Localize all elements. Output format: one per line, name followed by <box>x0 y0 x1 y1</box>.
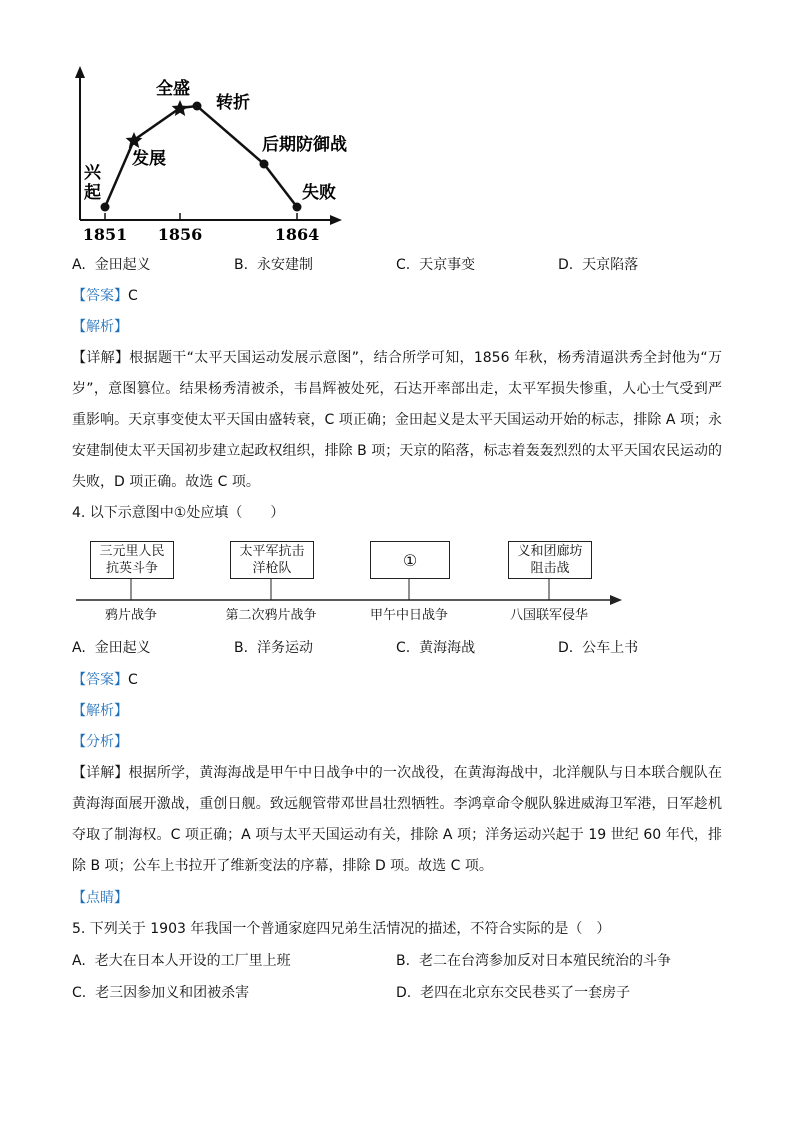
q4-timeline <box>70 538 630 628</box>
box-line: 洋枪队 <box>252 561 292 576</box>
option-text: 天京事变 <box>419 257 476 273</box>
option-letter: D. <box>558 257 574 273</box>
q4-title: 4. 以下示意图中①处应填（ ） <box>72 505 285 521</box>
option-letter: B. <box>234 640 249 656</box>
q4-detail <box>72 758 722 882</box>
q4-option-b <box>234 638 313 658</box>
option-letter: C. <box>72 985 87 1001</box>
option-letter: D. <box>558 640 574 656</box>
option-text: 黄海海战 <box>419 640 476 656</box>
q4-answer <box>72 670 138 690</box>
label-late-defense: 后期防御战 <box>262 135 347 155</box>
option-text: 洋务运动 <box>256 640 313 656</box>
detail-text: 根据题干“太平天国运动发展示意图”，结合所学可知，1856 年秋，杨秀清逼洪秀全封他为“万岁”，意图篡位。结果杨秀清被杀，韦昌辉被处死，石达开率部出走，太平军损失惨重，人心士气受到严重影响。天京事变使太平天国由盛转衰，C 项正确；金田起义是太平天国运动开始的标志，排除 A 项；永安建制使太平天国初步建立起政权组织，排除 B 项；天京的陷落，标志着轰轰烈烈的太平天国农民运动的失败，D 项正确。故选 C 项。 <box>72 350 723 490</box>
answer-value: C <box>128 672 138 688</box>
q4-option-d <box>558 638 638 658</box>
y-axis-arrow <box>75 66 85 78</box>
q5-option-c <box>72 983 249 1003</box>
option-letter: A. <box>72 640 86 656</box>
option-text: 永安建制 <box>256 257 313 273</box>
q4-fenxi-tag: 【分析】 <box>72 734 128 750</box>
box-line: 抗英斗争 <box>105 561 158 576</box>
option-letter: D. <box>396 985 412 1001</box>
option-text: 老大在日本人开设的工厂里上班 <box>94 953 291 969</box>
q3-option-b <box>234 255 313 275</box>
box-line: 阻击战 <box>530 561 570 576</box>
label-rise-1: 兴 <box>84 163 101 183</box>
q3-answer <box>72 286 138 306</box>
box-line: 义和团廊坊 <box>517 544 583 559</box>
q5-title: 5. 下列关于 1903 年我国一个普通家庭四兄弟生活情况的描述，不符合实际的是（ ） <box>72 921 611 937</box>
label-turn: 转折 <box>216 93 250 113</box>
blank-marker: ① <box>402 550 418 570</box>
option-text: 天京陷落 <box>582 257 639 273</box>
option-text: 金田起义 <box>94 257 151 273</box>
option-letter: B. <box>396 953 411 969</box>
point-rise <box>101 203 110 212</box>
timeline-label-1: 鸦片战争 <box>104 608 158 623</box>
q3-option-d <box>558 255 638 275</box>
option-letter: C. <box>396 257 411 273</box>
label-develop: 发展 <box>132 149 166 169</box>
box-line: 太平军抗击 <box>239 544 305 559</box>
answer-value: C <box>128 288 138 304</box>
q5-option-a <box>72 951 291 971</box>
detail-tag: 【详解】 <box>72 765 129 781</box>
q5-option-d <box>396 983 630 1003</box>
option-text: 公车上书 <box>582 640 639 656</box>
q3-option-a <box>72 255 151 275</box>
answer-tag: 【答案】 <box>72 672 128 688</box>
option-text: 金田起义 <box>94 640 151 656</box>
q5-option-b <box>396 951 671 971</box>
point-late-defense <box>260 160 269 169</box>
option-text: 老三因参加义和团被杀害 <box>95 985 250 1001</box>
timeline-label-2: 第二次鸦片战争 <box>225 608 317 623</box>
q4-dianjing-tag: 【点睛】 <box>72 890 128 906</box>
option-letter: C. <box>396 640 411 656</box>
timeline-label-3: 甲午中日战争 <box>369 608 449 623</box>
q3-detail <box>72 343 722 498</box>
option-text: 老四在北京东交民巷买了一套房子 <box>420 985 631 1001</box>
label-peak: 全盛 <box>156 79 190 99</box>
option-letter: B. <box>234 257 249 273</box>
label-fail: 失败 <box>302 183 336 203</box>
label-rise-2: 起 <box>84 183 101 203</box>
timeline-label-4: 八国联军侵华 <box>509 608 589 623</box>
option-letter: A. <box>72 953 86 969</box>
x-axis-arrow <box>330 215 342 225</box>
option-letter: A. <box>72 257 86 273</box>
option-text: 老二在台湾参加反对日本殖民统治的斗争 <box>418 953 671 969</box>
point-fail <box>293 203 302 212</box>
tick-label-1856: 1856 <box>157 225 203 244</box>
q4-analysis-tag: 【解析】 <box>72 703 128 719</box>
tick-label-1864: 1864 <box>274 225 320 244</box>
q4-option-c <box>396 638 475 658</box>
tick-label-1851: 1851 <box>82 225 128 244</box>
q3-option-c <box>396 255 475 275</box>
answer-tag: 【答案】 <box>72 288 128 304</box>
taiping-development-chart <box>60 60 360 250</box>
q3-analysis-tag: 【解析】 <box>72 319 128 335</box>
box-line: 三元里人民 <box>99 544 165 559</box>
detail-text: 根据所学，黄海海战是甲午中日战争中的一次战役，在黄海海战中，北洋舰队与日本联合舰队在黄海海面展开激战，重创日舰。致远舰管带邓世昌壮烈牺牲。李鸿章命令舰队躲进威海卫军港，日军趁机夺取了制海权。C 项正确；A 项与太平天国运动有关，排除 A 项；洋务运动兴起于 19 世纪 60 年代，排除 B 项；公车上书拉开了维新变法的序幕，排除 D 项。故选 C 项。 <box>72 765 723 874</box>
detail-tag: 【详解】 <box>72 350 130 366</box>
q4-option-a <box>72 638 151 658</box>
point-turn <box>193 102 202 111</box>
